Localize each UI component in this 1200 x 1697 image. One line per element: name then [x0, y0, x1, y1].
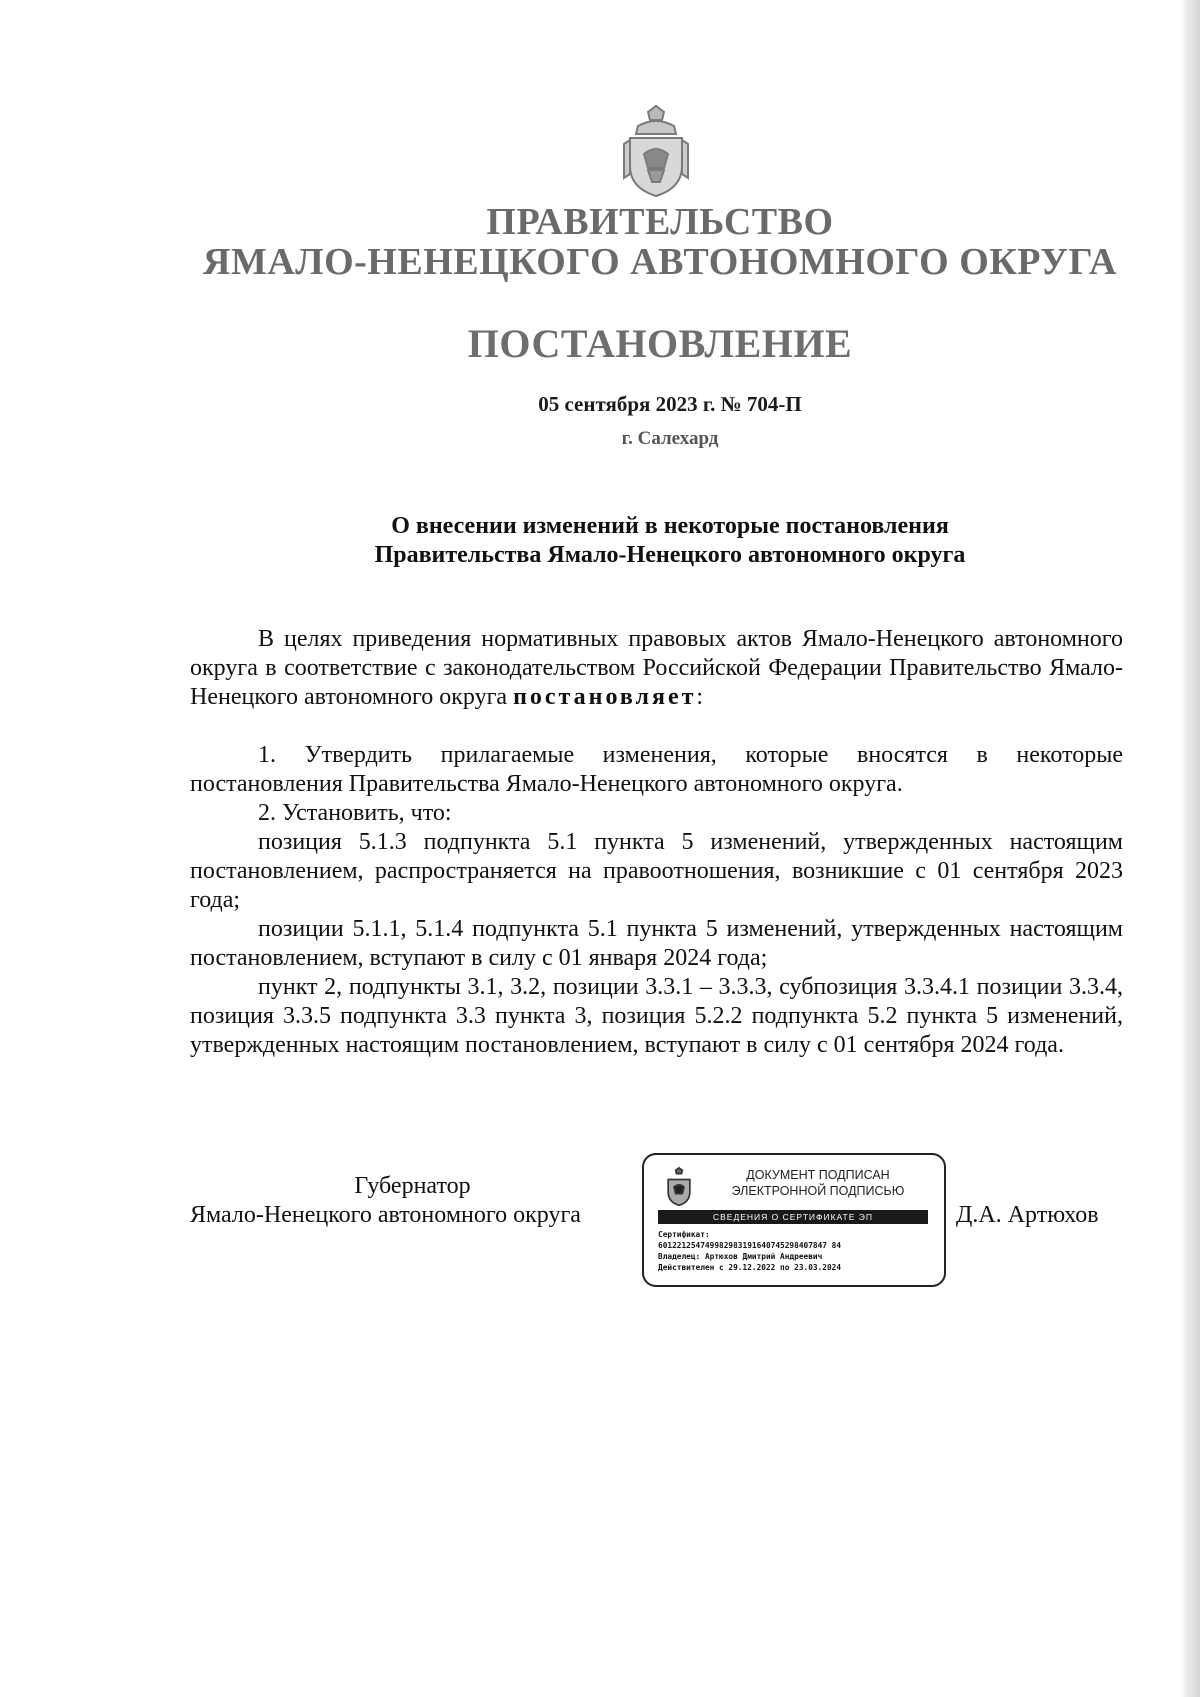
item-2-sub-1: позиция 5.1.3 подпункта 5.1 пункта 5 изменений, утвержденных настоящим постановлением, распространяется на правоотношения, возникшие с 01 сентября 2023 года;	[190, 829, 1123, 913]
preamble-paragraph	[190, 625, 1123, 712]
signatory-title: Губернатор	[354, 1173, 471, 1199]
stamp-heading	[702, 1167, 934, 1199]
item-2-sub-3: пункт 2, подпункты 3.1, 3.2, позиции 3.3.1 – 3.3.3, субпозиция 3.3.4.1 позиции 3.3.4, позиция 3.3.5 подпункта 3.3 пункта 3, позиция 5.2.2 подпункта 5.2 пункта 5 изменений, утвержденных настоящим постановлением, вступают в силу с 01 сентября 2024 года.	[190, 974, 1123, 1058]
stamp-owner: Владелец: Артюхов Дмитрий Андреевич	[658, 1252, 823, 1261]
government-region: ЯМАЛО-НЕНЕЦКОГО АВТОНОМНОГО ОКРУГА	[203, 241, 1117, 283]
document-title-line1: О внесении изменений в некоторые постановления	[391, 513, 949, 539]
stamp-emblem-icon	[662, 1167, 696, 1207]
item-1: 1. Утвердить прилагаемые изменения, которые вносятся в некоторые постановления Правительства Ямало-Ненецкого автономного округа.	[190, 742, 1123, 797]
stamp-heading-line2: ЭЛЕКТРОННОЙ ПОДПИСЬЮ	[731, 1184, 905, 1198]
stamp-cert-label: Сертификат:	[658, 1230, 710, 1239]
stamp-certificate-bar: СВЕДЕНИЯ О СЕРТИФИКАТЕ ЭП	[658, 1210, 928, 1224]
government-title: ПРАВИТЕЛЬСТВО	[486, 201, 834, 243]
document-date-number: 05 сентября 2023 г. № 704-П	[538, 392, 802, 416]
document-title-line2: Правительства Ямало-Ненецкого автономного округа	[374, 542, 966, 568]
stamp-validity: Действителен с 29.12.2022 по 23.03.2024	[658, 1263, 842, 1272]
electronic-signature-stamp	[642, 1153, 946, 1287]
document-type: ПОСТАНОВЛЕНИЕ	[467, 321, 853, 366]
stamp-heading-line1: ДОКУМЕНТ ПОДПИСАН	[746, 1168, 890, 1182]
stamp-cert-number: 601221254749982983191640745298407847 84	[658, 1241, 842, 1250]
signatory-name: Д.А. Артюхов	[956, 1202, 1099, 1228]
item-2: 2. Установить, что:	[258, 800, 452, 826]
document-city: г. Салехард	[621, 428, 719, 449]
preamble-verb: постановляет	[513, 684, 697, 710]
stamp-certificate-info	[658, 1229, 940, 1273]
coat-of-arms-icon	[618, 104, 694, 200]
preamble-text: В целях приведения нормативных правовых актов Ямало-Ненецкого автономного округа в соответствие с законодательством Российской Федерации Правительство Ямало-Ненецкого автономного округа	[190, 626, 1123, 710]
document-body	[190, 625, 1123, 1060]
signatory-region: Ямало-Ненецкого автономного округа	[190, 1202, 581, 1228]
signatory-position	[190, 1172, 635, 1230]
preamble-end: :	[696, 684, 704, 710]
item-2-sub-2: позиции 5.1.1, 5.1.4 подпункта 5.1 пункта 5 изменений, утвержденных настоящим постановлением, вступают в силу с 01 января 2024 года;	[190, 916, 1123, 971]
